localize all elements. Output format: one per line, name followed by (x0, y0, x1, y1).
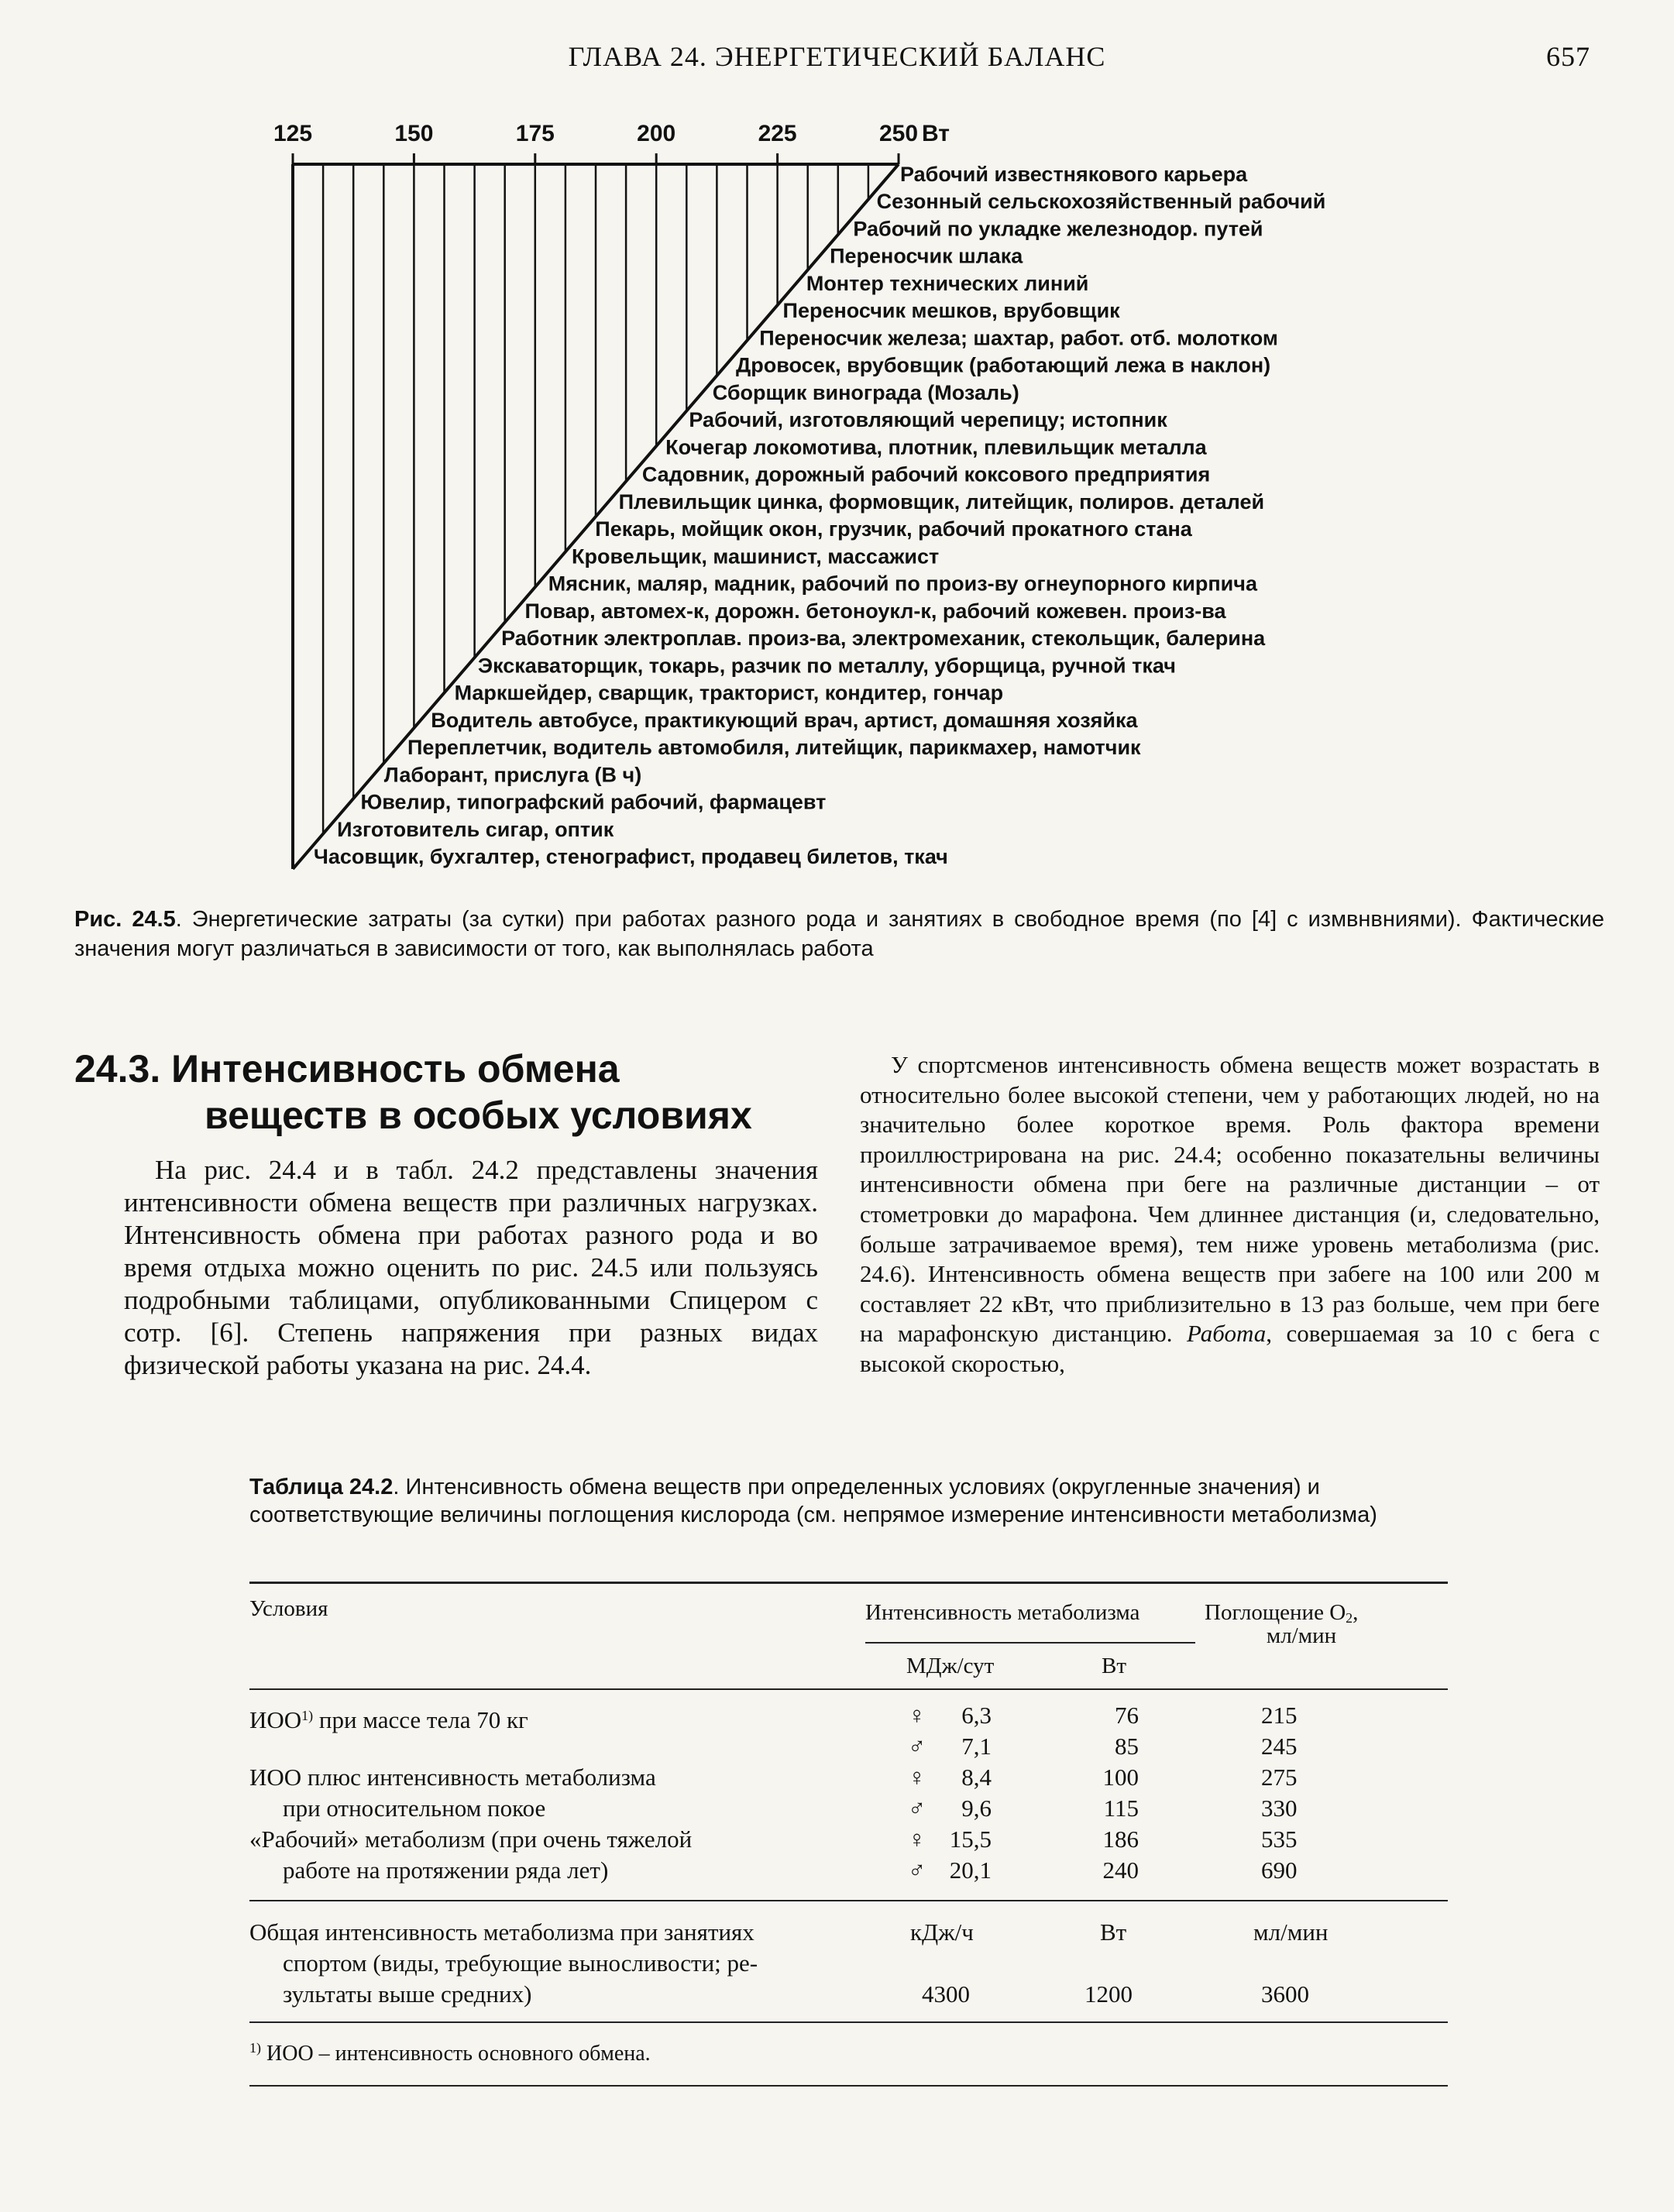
occupation-label: Переносчик железа; шахтар, работ. отб. молотком (759, 326, 1278, 350)
header-mj-per-day: МДж/сут (906, 1654, 995, 1678)
metabolism-header-rule (865, 1642, 1195, 1644)
occupation-label: Монтер технических линий (806, 271, 1089, 295)
axis-unit-label: Вт (922, 121, 950, 146)
paragraph-right-italic: Работа (1187, 1320, 1267, 1348)
section-number: 24.3. (74, 1047, 161, 1091)
sport-unit-w: Вт (1100, 1918, 1127, 1946)
header-oxygen-sub: 2 (1346, 1610, 1353, 1626)
occupation-label: Пекарь, мойщик окон, грузчик, рабочий прокатного стана (595, 517, 1192, 541)
caption-text: . Энергетические затраты (за сутки) при работах разного рода и занятиях в свободное время (по [4] с измвнвниями). Фактические значения могут различаться в зависимости от того, как выполнялась работа (74, 907, 1605, 961)
occupation-label: Дровосек, врубовщик (работающий лежа в наклон) (735, 353, 1271, 377)
table-top-rule (249, 1582, 1448, 1584)
header-metabolism: Интенсивность метаболизма (865, 1600, 1140, 1625)
row-mj-value: 9,6 (961, 1795, 992, 1822)
sport-val-kj: 4300 (922, 1980, 970, 2008)
section-heading (74, 1046, 841, 1139)
occupation-label: Переносчик мешков, врубовщик (782, 299, 1120, 323)
row-watt-value: 186 (1102, 1826, 1139, 1853)
sport-unit-o2: мл/мин (1253, 1918, 1329, 1946)
occupation-label: Мясник, маляр, мадник, рабочий по произ-ву огнеупорного кирпича (548, 572, 1257, 596)
footnote-rule (249, 2085, 1448, 2087)
occupation-label: Водитель автобусе, практикующий врач, артист, домашняя хозяйка (431, 708, 1138, 732)
occupation-label: Работник электроплав. произ-ва, электромеханик, стекольщик, балерина (501, 627, 1266, 651)
occupation-label: Повар, автомех-к, дорожн. бетоноукл-к, рабочий кожевен. произ-ва (524, 599, 1226, 623)
axis-tick-label: 125 (273, 121, 313, 146)
caption-label: Рис. 24.5 (74, 907, 176, 932)
row-mj-value: 8,4 (961, 1764, 992, 1791)
occupation-label: Маркшейдер, сварщик, тракторист, кондитер, гончар (454, 681, 1004, 705)
sport-val-o2: 3600 (1261, 1980, 1309, 2008)
table-label: Таблица 24.2 (249, 1475, 394, 1499)
section-title-line2: веществ в особых условиях (205, 1094, 752, 1137)
chapter-title: ГЛАВА 24. ЭНЕРГЕТИЧЕСКИЙ БАЛАНС (568, 41, 1106, 72)
row-mj-value: 20,1 (949, 1856, 992, 1884)
table-section-rule (249, 1900, 1448, 1901)
right-column (860, 1050, 1600, 1379)
row-condition-label: ИОО$^{1)}$ при массе тела 70 кг (249, 1706, 528, 1733)
section-title-line1: Интенсивность обмена (171, 1047, 620, 1091)
sport-line1: Общая интенсивность метаболизма при занятиях (249, 1918, 755, 1946)
row-watt-value: 240 (1102, 1856, 1139, 1884)
occupation-label: Сборщик винограда (Мозаль) (712, 380, 1019, 404)
paragraph-right (860, 1050, 1600, 1379)
paragraph-right-after: , совершаемая за 10 с бега с высокой скоростью, (860, 1320, 1600, 1377)
row-sex-symbol: ♂ (908, 1733, 926, 1760)
occupation-label: Ювелир, типографский рабочий, фармацевт (360, 790, 827, 814)
row-watt-value: 115 (1103, 1795, 1139, 1822)
row-mj-value: 15,5 (949, 1826, 992, 1853)
row-sex-symbol: ♀ (908, 1764, 926, 1791)
sport-val-w: 1200 (1084, 1980, 1133, 2008)
table-header-rule (249, 1688, 1448, 1690)
occupation-label: Сезонный сельскохозяйственный рабочий (876, 190, 1326, 214)
row-watt-value: 76 (1115, 1702, 1139, 1729)
row-watt-value: 100 (1102, 1764, 1139, 1791)
row-condition-label: «Рабочий» метаболизм (при очень тяжелой (249, 1826, 693, 1853)
occupation-label: Лаборант, прислуга (В ч) (383, 763, 642, 787)
paragraph-left: На рис. 24.4 и в табл. 24.2 представлены значения интенсивности обмена веществ при различных нагрузках. Интенсивность обмена при работах разного рода и во время отдыха можно оценить по рис. 24.5 или пользуясь подробными таблицами, опубликованными Спицером с сотр. [6]. Степень напряжения при разных видах физической работы указана на рис. 24.4. (124, 1155, 818, 1380)
paragraph-right-before: У спортсменов интенсивность обмена веществ может возрастать в относительно более высокой степени, чем у работающих людей, но на значительно более короткое время. Роль фактора времени проиллюстрирована на рис. 24.4; особенно показательны величины интенсивности обмена при беге на различные дистанции – от стометровки до марафона. Чем длиннее дистанция (и, следовательно, больше затрачиваемое время), тем ниже уровень метаболизма (рис. 24.6). Интенсивность обмена веществ при забеге на 100 или 200 м составляет 22 кВт, что приблизительно в 13 раз больше, чем при беге на марафонскую дистанцию. (860, 1051, 1600, 1348)
row-condition-label: работе на протяжении ряда лет) (283, 1856, 609, 1884)
occupation-label: Садовник, дорожный рабочий коксового предприятия (641, 462, 1211, 486)
occupation-label: Рабочий известнякового карьера (899, 163, 1248, 186)
running-head (0, 40, 1674, 79)
row-condition-label: при относительном покое (283, 1795, 546, 1822)
occupation-label: Кровельщик, машинист, массажист (572, 544, 940, 568)
table-bottom-rule (249, 2021, 1448, 2023)
axis-tick-label: 225 (758, 121, 797, 146)
occupation-label: Экскаваторщик, токарь, разчик по металлу, уборщица, ручной ткач (477, 654, 1176, 678)
figure-24-5-diagram (256, 108, 1464, 875)
header-oxygen-text: Поглощение O (1205, 1600, 1346, 1625)
axis-tick-label: 175 (515, 121, 555, 146)
row-condition-label: ИОО плюс интенсивность метаболизма (249, 1764, 656, 1791)
sport-line2: спортом (виды, требующие выносливости; ре- (283, 1949, 758, 1977)
row-sex-symbol: ♀ (908, 1826, 926, 1853)
header-oxygen: Поглощение $O_2$, (1205, 1600, 1359, 1626)
axis-tick-label: 250 (878, 121, 919, 146)
row-sex-symbol: ♂ (908, 1795, 926, 1822)
row-oxygen-value: 535 (1261, 1826, 1298, 1853)
row-sex-symbol: ♀ (908, 1702, 926, 1729)
row-oxygen-value: 330 (1261, 1795, 1298, 1822)
occupation-label: Рабочий, изготовляющий черепицу; истопник (689, 408, 1167, 432)
occupation-label: Переносчик шлака (830, 244, 1023, 268)
row-oxygen-value: 275 (1261, 1764, 1298, 1791)
row-mj-value: 7,1 (961, 1733, 992, 1760)
sport-unit-kj: кДж/ч (910, 1918, 974, 1946)
footnote-text: ИОО – интенсивность основного обмена. (261, 2042, 651, 2066)
axis-tick-label: 200 (637, 121, 676, 146)
occupation-label: Рабочий по укладке железнодор. путей (853, 217, 1263, 241)
occupation-label: Изготовитель сигар, оптик (337, 817, 614, 841)
occupation-label: Часовщик, бухгалтер, стенографист, продавец билетов, ткач (313, 845, 948, 868)
figure-caption (74, 905, 1604, 963)
page-number: 657 (1546, 41, 1590, 72)
header-watts: Вт (1102, 1654, 1127, 1678)
occupation-label: Переплетчик, водитель автомобиля, литейщик, парикмахер, намотчик (407, 736, 1141, 760)
row-oxygen-value: 215 (1261, 1702, 1298, 1729)
row-mj-value: 6,3 (961, 1702, 992, 1729)
header-oxygen-unit: мл/мин (1266, 1623, 1337, 1648)
row-sex-symbol: ♂ (908, 1856, 926, 1884)
sport-line3: зультаты выше средних) (283, 1980, 532, 2008)
occupation-label: Плевильщик цинка, формовщик, литейщик, полиров. деталей (618, 489, 1265, 514)
left-column (124, 1154, 818, 1382)
axis-tick-label: 150 (394, 121, 434, 146)
row-oxygen-value: 690 (1261, 1856, 1298, 1884)
table-title (249, 1473, 1458, 1529)
footnote-mark: 1) (249, 2040, 261, 2056)
row-oxygen-value: 245 (1261, 1733, 1298, 1760)
table-footnote (249, 2032, 651, 2069)
occupation-label: Кочегар локомотива, плотник, плевильщик металла (665, 435, 1207, 459)
table-title-text: . Интенсивность обмена веществ при определенных условиях (округленные значения) и соответствующие величины поглощения кислорода (см. непрямое измерение интенсивности метаболизма) (249, 1475, 1377, 1527)
row-watt-value: 85 (1115, 1733, 1139, 1760)
header-conditions: Условия (249, 1596, 328, 1621)
